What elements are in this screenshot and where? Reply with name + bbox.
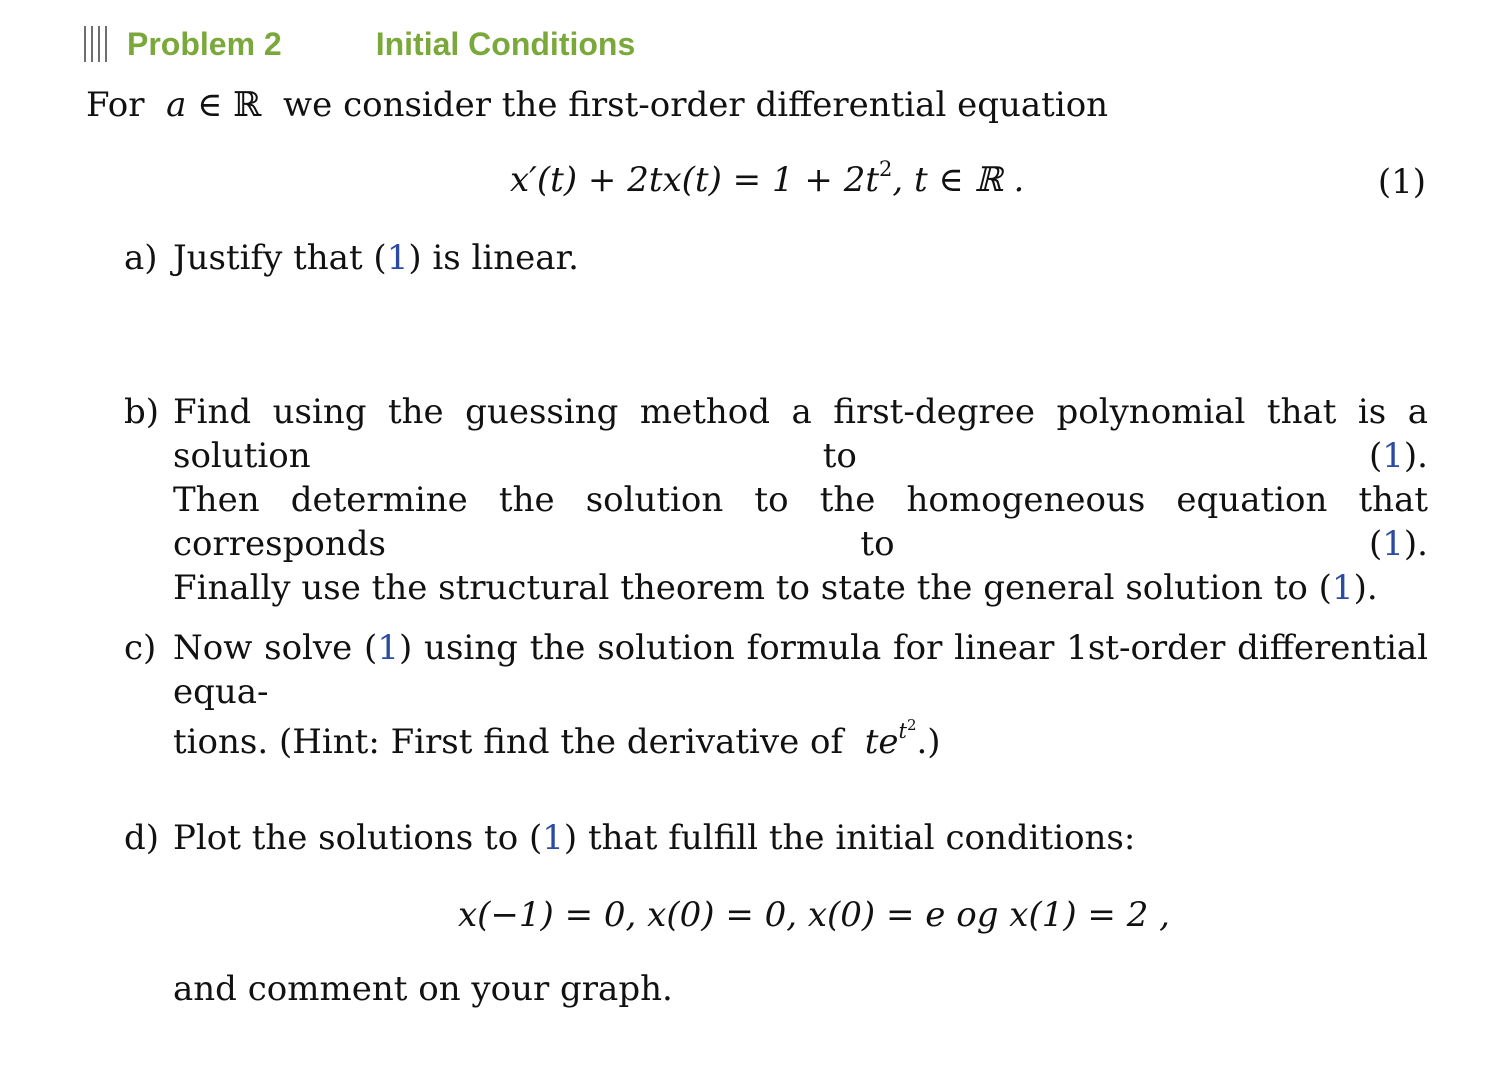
part-d: d) Plot the solutions to (1) that fulfill the initial conditions: [124,818,1136,858]
part-a: a) Justify that (1) is linear. [124,238,579,278]
equation-number: (1) [1377,162,1426,202]
problem-topic: Initial Conditions [375,25,636,62]
text-line: tions. (Hint: First find the derivative of $te^{t^2}$.) [173,716,941,762]
bar-lines-icon [84,26,107,62]
initial-conditions: x(−1) = 0, x(0) = 0, x(0) = e og x(1) = 2 , [458,895,1170,935]
part-label: a) [124,238,158,278]
problem-header [84,22,635,66]
part-label: c) [124,628,157,668]
equation-reference-link[interactable]: 1 [1331,568,1354,608]
equation-reference-link[interactable]: 1 [542,818,564,858]
differential-equation: $x'(t) + 2tx(t) = 1 + 2t^2$, t ∈ ℝ . [510,157,1025,200]
text-line: Now solve (1) using the solution formula for linear 1st-order differential equa- [173,628,1428,712]
text-line: Find using the guessing method a first-degree polynomial that is a solution to (1). [173,392,1428,476]
text-line: Then determine the solution to the homogeneous equation that corresponds to (1). [173,480,1428,564]
hint-expression: te [864,722,899,762]
equation-reference-link[interactable]: 1 [386,238,409,278]
problem-number: Problem 2 [127,25,282,62]
part-c [124,626,1428,764]
equation-reference-link[interactable]: 1 [377,628,399,668]
part-label: b) [124,392,160,432]
equation-reference-link[interactable]: 1 [1382,436,1404,476]
closing-text: and comment on your graph. [173,969,673,1009]
part-label: d) [124,818,160,858]
intro-text: For a ∈ ℝ we consider the first-order differential equation [86,85,1109,125]
text-line: Finally use the structural theorem to state the general solution to (1). [173,568,1378,608]
equation-reference-link[interactable]: 1 [1382,524,1404,564]
part-b [124,390,1428,610]
